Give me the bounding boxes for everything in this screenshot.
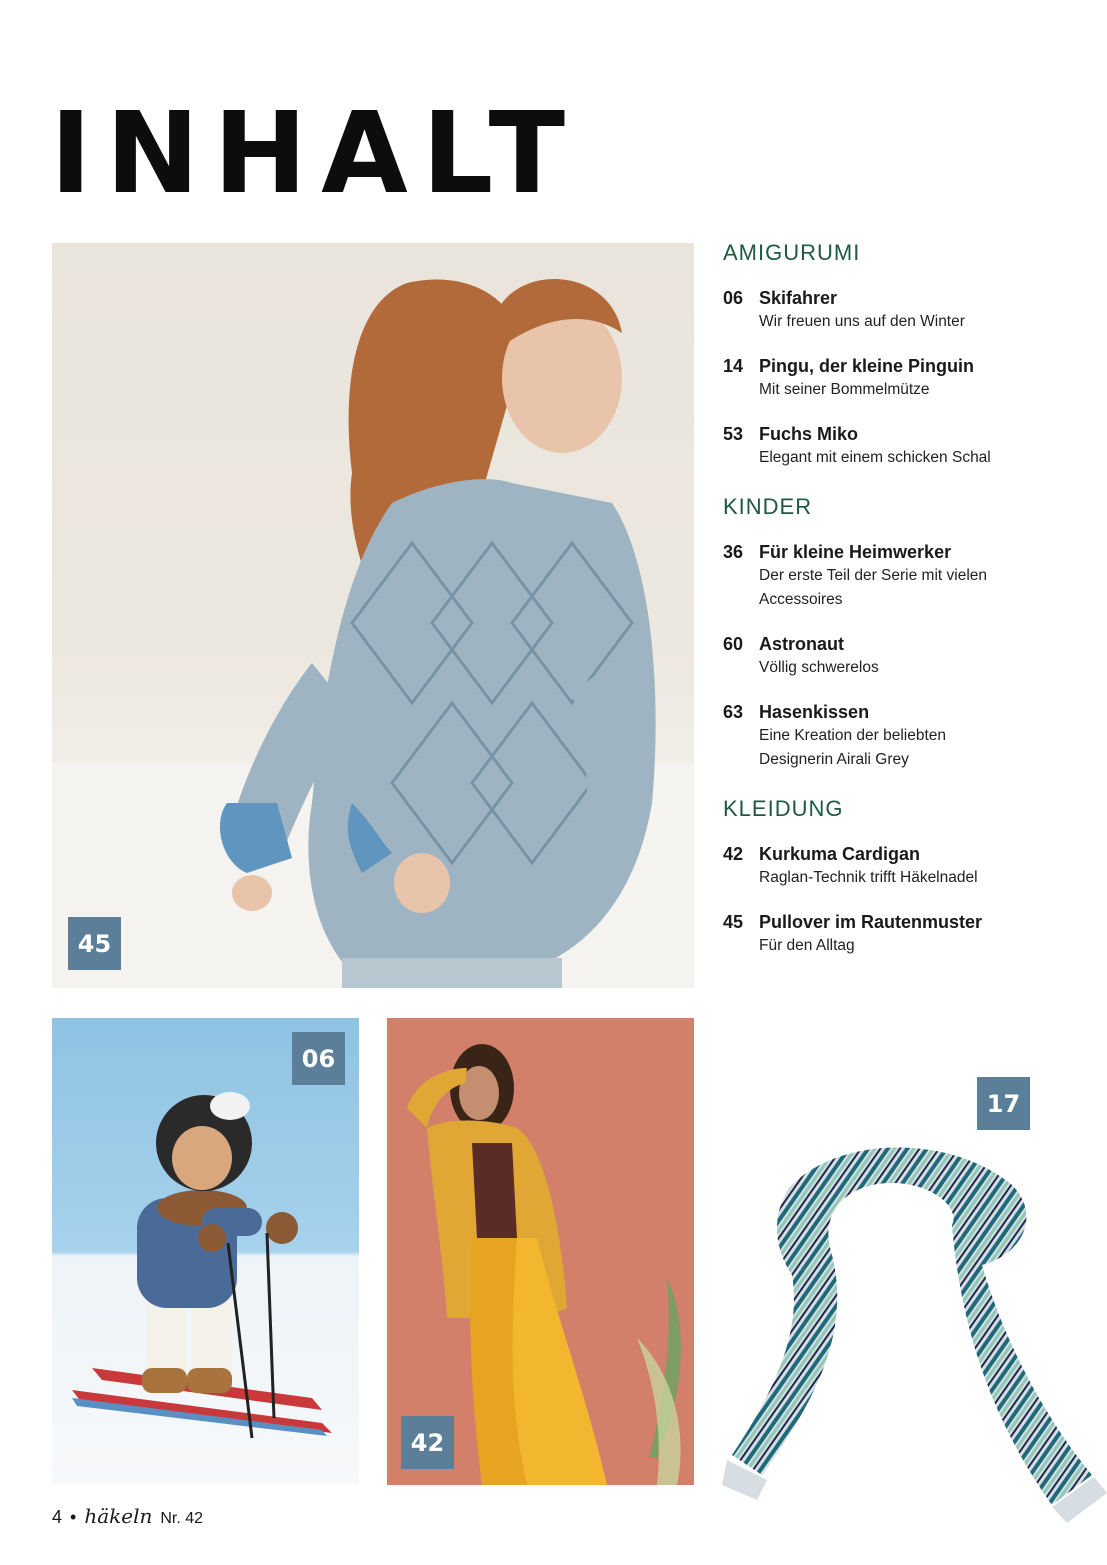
entry-subtitle: Raglan-Technik trifft Häkelnadel — [759, 869, 978, 886]
entry-page-number: 45 — [723, 912, 744, 932]
entry-page-number: 36 — [723, 542, 744, 562]
magazine-name: häkeln — [84, 1504, 153, 1528]
entry-page-number: 06 — [723, 288, 744, 308]
cardigan-illustration — [387, 1018, 694, 1485]
issue-number: Nr. 42 — [160, 1510, 204, 1527]
entry-page-number: 60 — [723, 634, 744, 654]
toc-entry[interactable] — [723, 540, 1103, 612]
sweater-photo — [52, 243, 694, 988]
entry-page-number: 63 — [723, 702, 744, 722]
entry-title: Für kleine Heimwerker — [759, 542, 952, 562]
entry-subtitle: Wir freuen uns auf den Winter — [759, 313, 965, 330]
page-badge: 45 — [68, 917, 121, 970]
entry-subtitle: Mit seiner Bommelmütze — [759, 381, 930, 398]
skier-photo — [52, 1018, 359, 1485]
toc-entry[interactable] — [723, 354, 1103, 402]
toc-entry[interactable] — [723, 286, 1103, 334]
toc-section — [723, 492, 1103, 772]
entry-title: Fuchs Miko — [759, 424, 859, 444]
page-badge: 17 — [977, 1077, 1030, 1130]
toc-entry[interactable] — [723, 842, 1103, 890]
entry-page-number: 42 — [723, 844, 744, 864]
page-footer — [52, 1504, 203, 1528]
toc-entry[interactable] — [723, 632, 1103, 680]
entry-title: Astronaut — [759, 634, 844, 654]
entry-title: Kurkuma Cardigan — [759, 844, 921, 864]
page-badge: 42 — [401, 1416, 454, 1469]
cardigan-photo — [387, 1018, 694, 1485]
page-number: 4 — [52, 1507, 63, 1527]
entry-title: Skifahrer — [759, 288, 838, 308]
toc-entry[interactable] — [723, 422, 1103, 470]
section-heading: AMIGURUMI — [723, 240, 861, 265]
skier-illustration — [52, 1018, 359, 1485]
sweater-illustration — [52, 243, 694, 988]
toc-entry[interactable] — [723, 910, 1103, 958]
entry-subtitle: Völlig schwerelos — [759, 659, 879, 676]
entry-subtitle: Elegant mit einem schicken Schal — [759, 449, 991, 466]
entry-subtitle: Der erste Teil der Serie mit vielen Accessoires — [759, 567, 987, 608]
toc-section — [723, 794, 1103, 958]
entry-subtitle: Eine Kreation der beliebten Designerin Airali Grey — [759, 727, 946, 768]
entry-page-number: 53 — [723, 424, 744, 444]
footer-bullet: • — [70, 1507, 77, 1527]
page-title: INHALT — [50, 89, 580, 219]
scarf-photo — [722, 1075, 1107, 1535]
toc-entry[interactable] — [723, 700, 1103, 772]
page-badge: 06 — [292, 1032, 345, 1085]
entry-page-number: 14 — [723, 356, 744, 376]
entry-title: Pingu, der kleine Pinguin — [759, 356, 975, 376]
section-heading: KLEIDUNG — [723, 796, 844, 821]
toc-section — [723, 238, 1103, 470]
table-of-contents — [723, 238, 1103, 978]
section-heading: KINDER — [723, 494, 813, 519]
entry-title: Pullover im Rautenmuster — [759, 912, 983, 932]
entry-subtitle: Für den Alltag — [759, 937, 855, 954]
scarf-illustration — [722, 1075, 1107, 1535]
entry-title: Hasenkissen — [759, 702, 870, 722]
